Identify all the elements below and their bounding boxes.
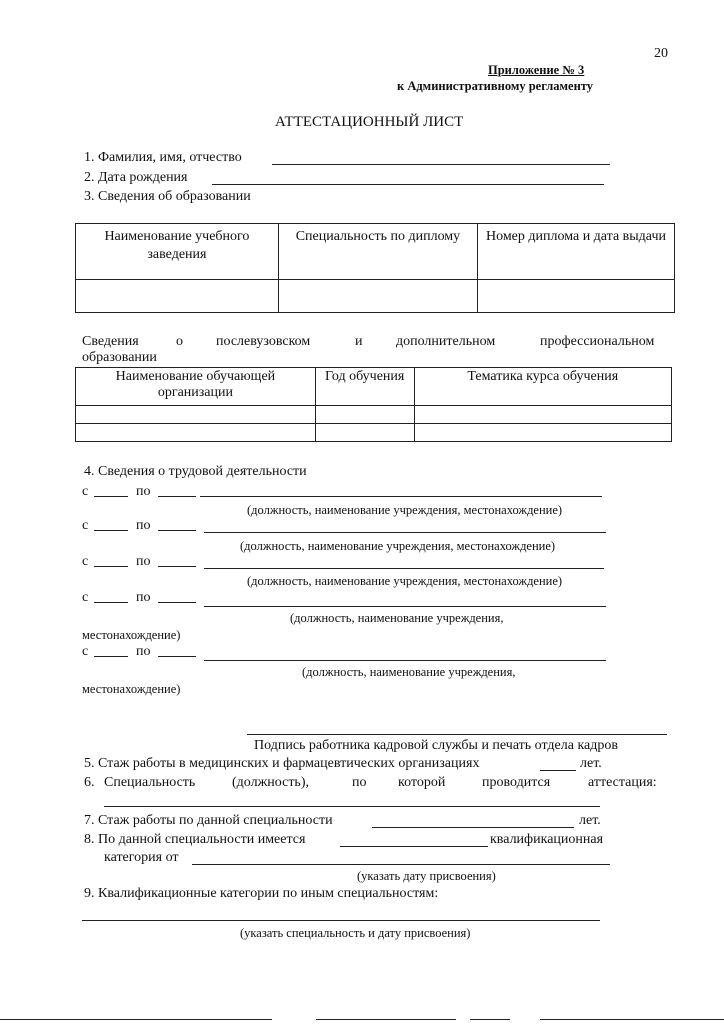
scan-edge-line <box>470 1019 510 1020</box>
work-caption-tail: местонахождение) <box>82 682 181 696</box>
work-caption: (должность, наименование учреждения, местонахождение) <box>247 503 563 517</box>
pg-header-organization: Наименование обучающей организации <box>76 368 316 406</box>
pg-header-year: Год обучения <box>315 368 414 406</box>
work-caption-tail: местонахождение) <box>82 628 181 642</box>
postgrad-word: Сведения <box>82 334 139 349</box>
work-to-field[interactable] <box>158 656 196 657</box>
item-other-categories-label: 9. Квалификационные категории по иным специальностям: <box>84 886 439 901</box>
work-from-field[interactable] <box>94 602 128 603</box>
doc-title: АТТЕСТАЦИОННЫЙ ЛИСТ <box>275 114 464 130</box>
specialty-word: 6. <box>84 775 95 790</box>
work-position-field[interactable] <box>204 606 606 607</box>
work-from-field[interactable] <box>94 530 128 531</box>
work-to-label: по <box>136 644 151 659</box>
work-from-label: с <box>82 644 89 659</box>
postgrad-word: профессиональном <box>540 334 655 349</box>
postgrad-word: о <box>176 334 183 349</box>
work-from-label: с <box>82 484 89 499</box>
pg-cell-organization[interactable] <box>76 406 316 424</box>
work-position-field[interactable] <box>200 496 602 497</box>
specialty-word: Специальность <box>104 775 196 790</box>
work-position-field[interactable] <box>204 532 606 533</box>
pg-header-topic: Тематика курса обучения <box>414 368 671 406</box>
appendix-title: Приложение № 3 <box>488 63 585 77</box>
item-medical-experience-label: 5. Стаж работы в медицинских и фармацевтических организациях <box>84 756 480 771</box>
work-to-field[interactable] <box>158 602 196 603</box>
specialty-word: (должность), <box>232 775 309 790</box>
category-date-caption: (указать дату присвоения) <box>357 869 496 883</box>
work-to-label: по <box>136 590 151 605</box>
other-categories-caption: (указать специальность и дату присвоения) <box>240 926 471 940</box>
signature-caption: Подпись работника кадровой службы и печать отдела кадров <box>254 738 619 753</box>
medical-experience-suffix: лет. <box>580 756 602 771</box>
appendix-subtitle: к Административному регламенту <box>397 79 594 93</box>
signature-field[interactable] <box>247 734 667 735</box>
work-to-label: по <box>136 518 151 533</box>
specialty-experience-field[interactable] <box>372 827 574 828</box>
work-caption: (должность, наименование учреждения, местонахождение) <box>247 574 563 588</box>
work-caption: (должность, наименование учреждения, <box>290 611 504 625</box>
pg-cell-organization[interactable] <box>76 424 316 442</box>
work-from-label: с <box>82 590 89 605</box>
work-caption: (должность, наименование учреждения, местонахождение) <box>240 539 556 553</box>
work-caption: (должность, наименование учреждения, <box>302 665 516 679</box>
education-table <box>75 223 675 313</box>
edu-cell-institution[interactable] <box>76 280 279 313</box>
specialty-word: которой <box>398 775 446 790</box>
birth-date-field[interactable] <box>212 184 604 185</box>
work-from-label: с <box>82 518 89 533</box>
work-to-label: по <box>136 484 151 499</box>
work-to-field[interactable] <box>158 530 196 531</box>
work-position-field[interactable] <box>204 568 604 569</box>
page-number: 20 <box>654 46 668 61</box>
category-date-field[interactable] <box>192 864 610 865</box>
edu-cell-specialty[interactable] <box>278 280 477 313</box>
item-category-label: 8. По данной специальности имеется <box>84 832 306 847</box>
item-work-label: 4. Сведения о трудовой деятельности <box>84 464 307 479</box>
scan-edge-line <box>316 1019 456 1020</box>
item-education-label: 3. Сведения об образовании <box>84 189 251 204</box>
scan-edge-line <box>0 1019 272 1020</box>
full-name-field[interactable] <box>272 164 610 165</box>
work-to-field[interactable] <box>158 496 196 497</box>
pg-cell-year[interactable] <box>315 424 414 442</box>
edu-header-institution: Наименование учебного заведения <box>76 224 279 280</box>
item-full-name-label: 1. Фамилия, имя, отчество <box>84 150 242 165</box>
item-birth-date-label: 2. Дата рождения <box>84 170 188 185</box>
work-to-field[interactable] <box>158 566 196 567</box>
edu-header-specialty: Специальность по диплому <box>278 224 477 280</box>
category-date-label: категория от <box>104 850 179 865</box>
work-to-label: по <box>136 554 151 569</box>
specialty-word: проводится <box>482 775 551 790</box>
category-field[interactable] <box>340 846 488 847</box>
medical-experience-field[interactable] <box>540 770 576 771</box>
work-from-field[interactable] <box>94 656 128 657</box>
postgrad-word: послевузовском <box>216 334 311 349</box>
pg-cell-year[interactable] <box>315 406 414 424</box>
other-categories-field[interactable] <box>82 920 600 921</box>
work-from-field[interactable] <box>94 496 128 497</box>
work-from-field[interactable] <box>94 566 128 567</box>
postgrad-word: и <box>355 334 363 349</box>
specialty-word: по <box>352 775 367 790</box>
item-category-label-tail: квалификационная <box>490 832 604 847</box>
scan-edge-line <box>540 1019 724 1020</box>
specialty-field[interactable] <box>104 806 600 807</box>
specialty-word: аттестация: <box>588 775 657 790</box>
pg-cell-topic[interactable] <box>414 424 671 442</box>
edu-header-diploma: Номер диплома и дата выдачи <box>477 224 674 280</box>
work-position-field[interactable] <box>204 660 606 661</box>
pg-cell-topic[interactable] <box>414 406 671 424</box>
postgrad-word: образовании <box>82 350 157 365</box>
work-from-label: с <box>82 554 89 569</box>
postgrad-word: дополнительном <box>396 334 496 349</box>
specialty-experience-suffix: лет. <box>579 813 601 828</box>
edu-cell-diploma[interactable] <box>477 280 674 313</box>
item-specialty-experience-label: 7. Стаж работы по данной специальности <box>84 813 333 828</box>
postgrad-table <box>75 367 672 442</box>
